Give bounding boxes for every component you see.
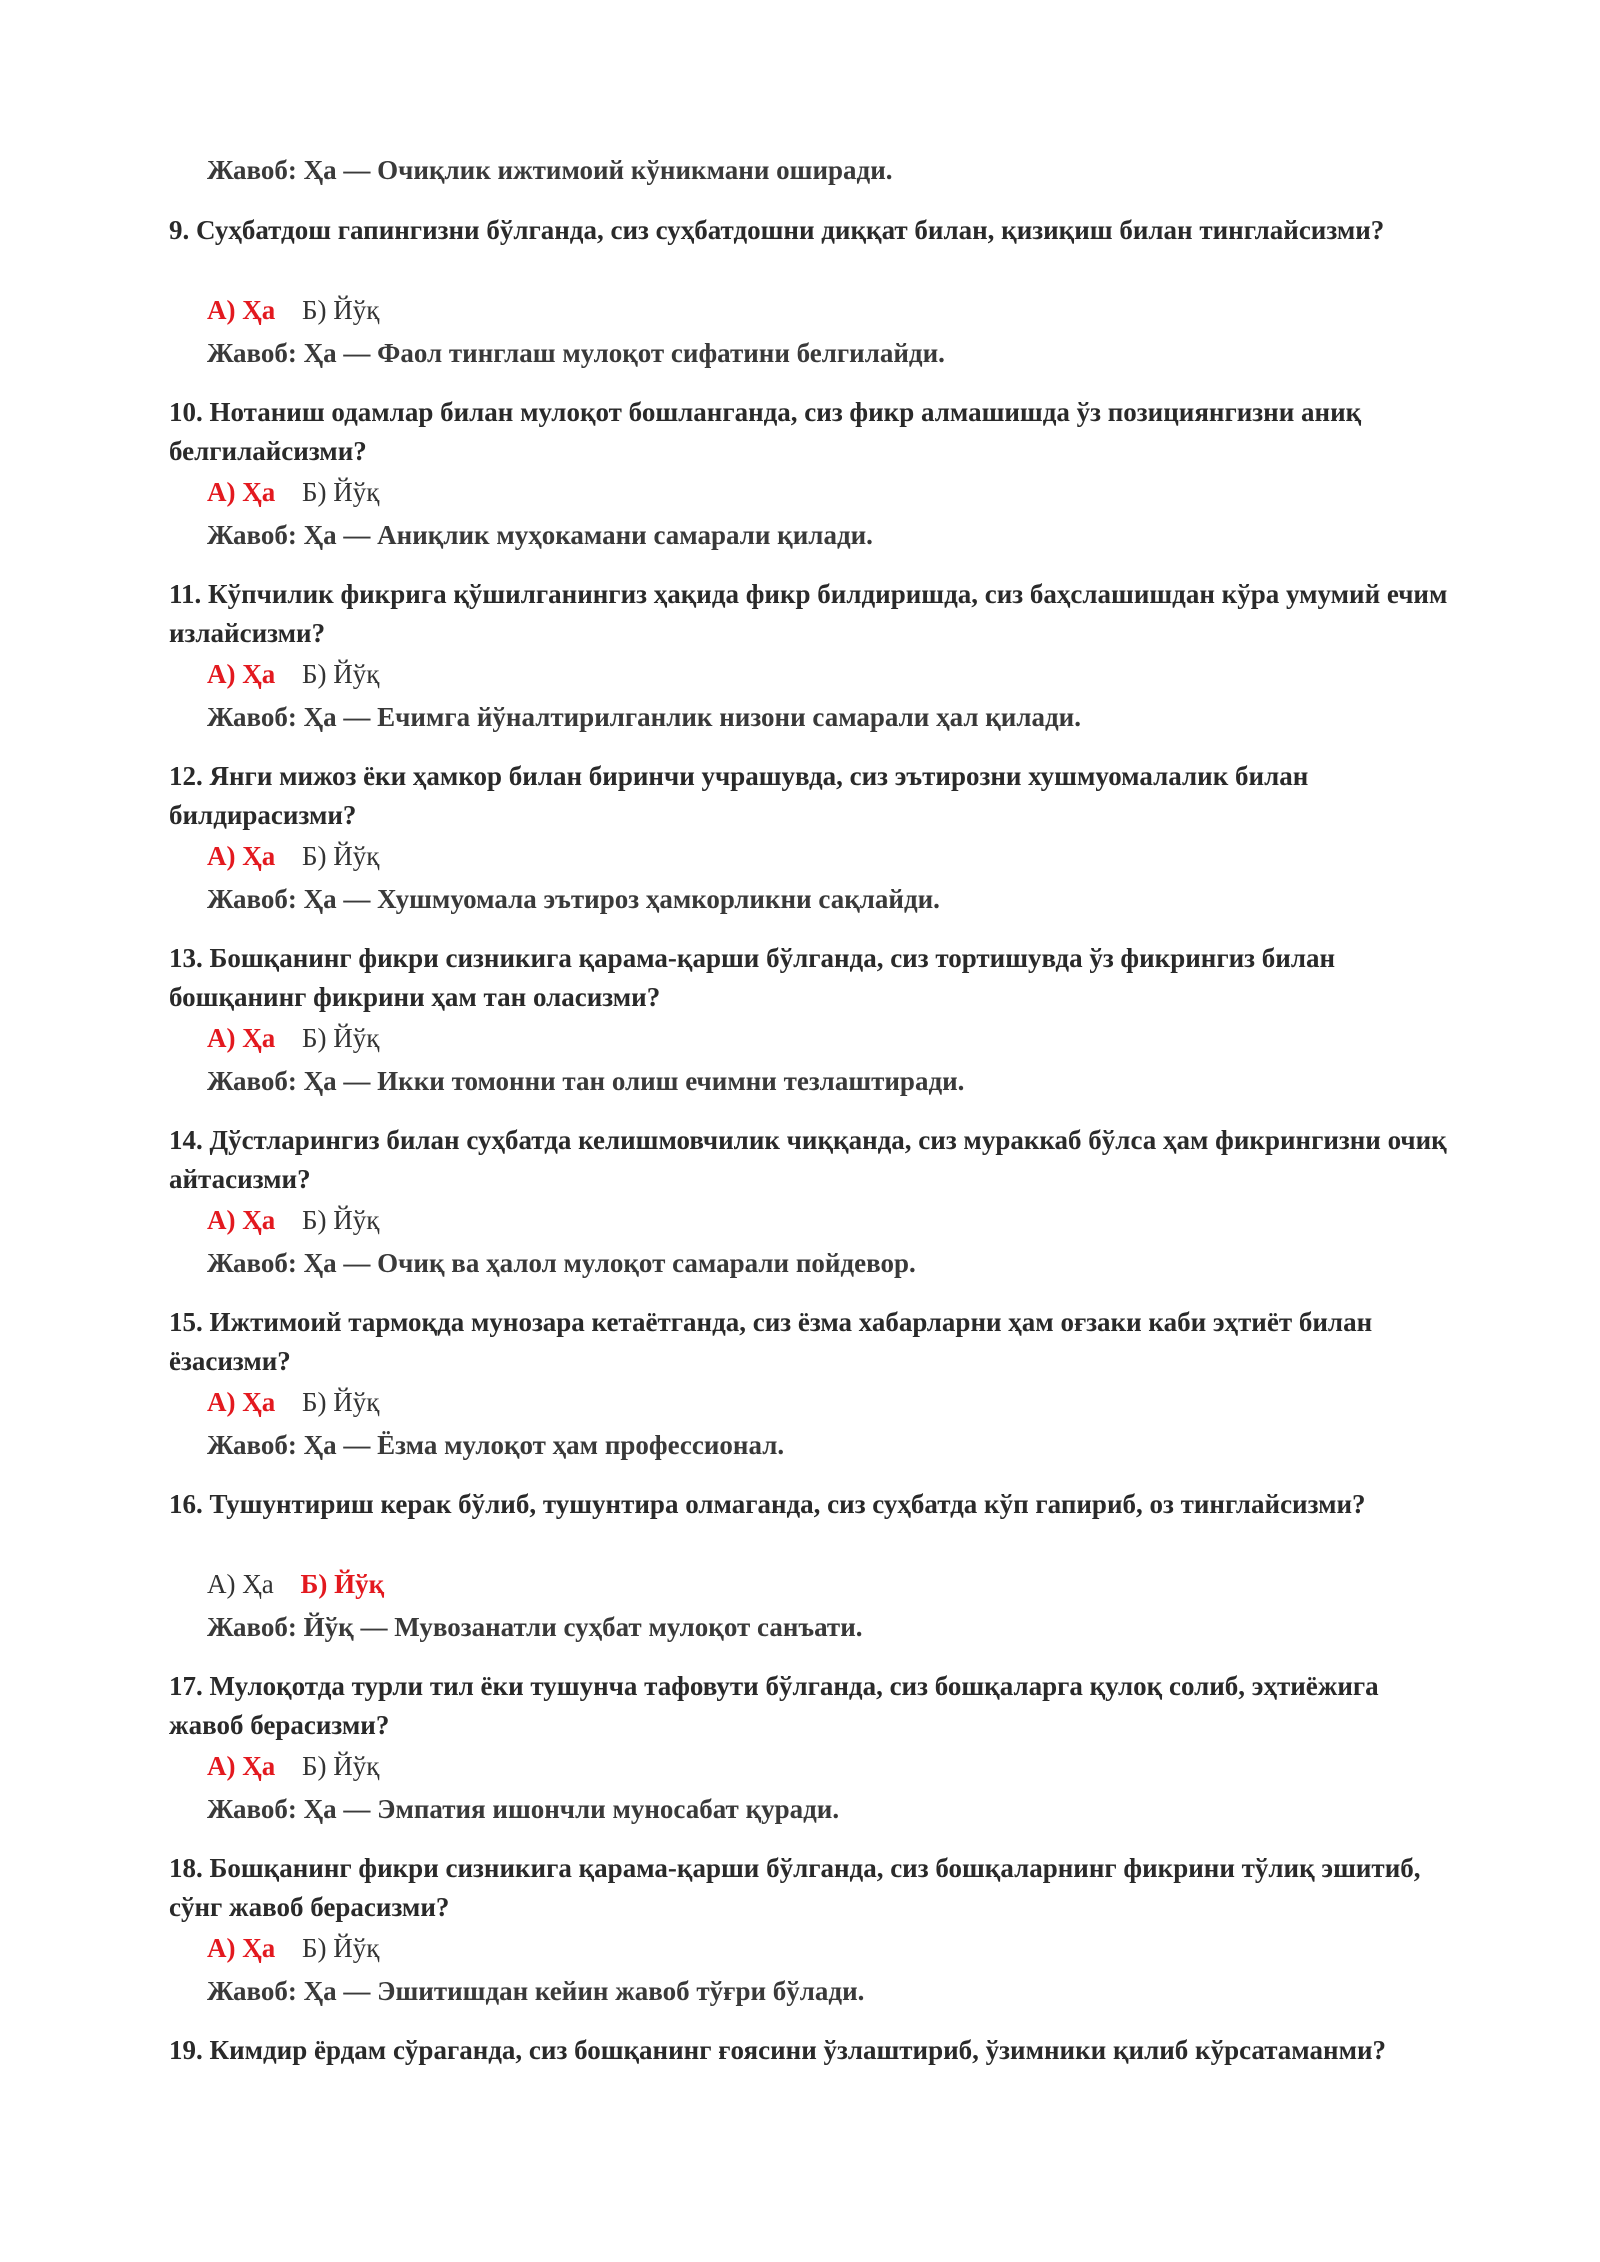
answer-note: Жавоб: Ҳа — Очиқлик ижтимоий кўникмани оширади. <box>207 155 893 185</box>
option-b[interactable]: Б) Йўқ <box>302 1023 380 1053</box>
answer-options <box>207 474 399 510</box>
answer-options <box>207 656 399 692</box>
option-a[interactable]: А) Ҳа <box>207 477 276 507</box>
option-a[interactable]: А) Ҳа <box>207 1205 276 1235</box>
question-text: 15. Ижтимоий тармоқда мунозара кетаётганда, сиз ёзма хабарларни ҳам оғзаки каби эҳтиёт билан ёзасизми? <box>169 1307 1373 1376</box>
option-b[interactable]: Б) Йўқ <box>302 1751 380 1781</box>
answer-options <box>207 292 399 328</box>
option-a[interactable]: А) Ҳа <box>207 1023 276 1053</box>
option-b[interactable]: Б) Йўқ <box>302 1205 380 1235</box>
answer-options <box>207 838 399 874</box>
option-b[interactable]: Б) Йўқ <box>302 841 380 871</box>
option-a[interactable]: А) Ҳа <box>207 295 276 325</box>
answer-note: Жавоб: Ҳа — Фаол тинглаш мулоқот сифатини белгилайди. <box>207 338 945 368</box>
question-text: 9. Суҳбатдош гапингизни бўлганда, сиз суҳбатдошни диққат билан, қизиқиш билан тинглайсизми? <box>169 215 1385 245</box>
answer-options <box>207 1202 399 1238</box>
answer-options <box>207 1930 399 1966</box>
option-a[interactable]: А) Ҳа <box>207 1569 274 1599</box>
option-b[interactable]: Б) Йўқ <box>302 477 380 507</box>
answer-note: Жавоб: Ҳа — Икки томонни тан олиш ечимни тезлаштиради. <box>207 1066 965 1096</box>
option-b[interactable]: Б) Йўқ <box>302 659 380 689</box>
answer-options <box>207 1020 399 1056</box>
answer-options <box>207 1748 399 1784</box>
question-text: 17. Мулоқотда турли тил ёки тушунча тафовути бўлганда, сиз бошқаларга қулоқ солиб, эҳтиёжига жавоб берасизми? <box>169 1671 1379 1740</box>
option-a[interactable]: А) Ҳа <box>207 659 276 689</box>
question-text: 10. Нотаниш одамлар билан мулоқот бошланганда, сиз фикр алмашишда ўз позициянгизни аниқ белгилайсизми? <box>169 397 1362 466</box>
question-text: 14. Дўстларингиз билан суҳбатда келишмовчилик чиққанда, сиз мураккаб бўлса ҳам фикрингизни очиқ айтасизми? <box>169 1125 1447 1194</box>
option-b[interactable]: Б) Йўқ <box>300 1569 385 1599</box>
option-a[interactable]: А) Ҳа <box>207 841 276 871</box>
answer-note: Жавоб: Ҳа — Хушмуомала эътироз ҳамкорликни сақлайди. <box>207 884 940 914</box>
question-text: 13. Бошқанинг фикри сизникига қарама-қарши бўлганда, сиз тортишувда ўз фикрингиз билан бошқанинг фикрини ҳам тан оласизми? <box>169 943 1336 1012</box>
option-a[interactable]: А) Ҳа <box>207 1751 276 1781</box>
answer-note: Жавоб: Ҳа — Эмпатия ишончли муносабат қуради. <box>207 1794 840 1824</box>
question-text: 12. Янги мижоз ёки ҳамкор билан биринчи учрашувда, сиз эътирозни хушмуомалалик билан билдирасизми? <box>169 761 1309 830</box>
answer-options <box>207 1384 399 1420</box>
option-b[interactable]: Б) Йўқ <box>302 295 380 325</box>
answer-note: Жавоб: Ҳа — Эшитишдан кейин жавоб тўғри бўлади. <box>207 1976 865 2006</box>
answer-note: Жавоб: Ҳа — Очиқ ва ҳалол мулоқот самарали пойдевор. <box>207 1248 916 1278</box>
answer-note: Жавоб: Ҳа — Ечимга йўналтирилганлик низони самарали ҳал қилади. <box>207 702 1081 732</box>
option-b[interactable]: Б) Йўқ <box>302 1933 380 1963</box>
question-text: 18. Бошқанинг фикри сизникига қарама-қарши бўлганда, сиз бошқаларнинг фикрини тўлиқ эшитиб, сўнг жавоб берасизми? <box>169 1853 1421 1922</box>
option-a[interactable]: А) Ҳа <box>207 1933 276 1963</box>
answer-note: Жавоб: Йўқ — Мувозанатли суҳбат мулоқот санъати. <box>207 1612 863 1642</box>
answer-note: Жавоб: Ҳа — Аниқлик муҳокамани самарали қилади. <box>207 520 873 550</box>
answer-options <box>207 1566 404 1602</box>
option-b[interactable]: Б) Йўқ <box>302 1387 380 1417</box>
question-text: 19. Кимдир ёрдам сўраганда, сиз бошқанинг ғоясини ўзлаштириб, ўзимники қилиб кўрсатаманми? <box>169 2035 1387 2065</box>
option-a[interactable]: А) Ҳа <box>207 1387 276 1417</box>
question-text: 16. Тушунтириш керак бўлиб, тушунтира олмаганда, сиз суҳбатда кўп гапириб, оз тинглайсизми? <box>169 1489 1366 1519</box>
question-text: 11. Кўпчилик фикрига қўшилганингиз ҳақида фикр билдиришда, сиз баҳслашишдан кўра умумий ечим излайсизми? <box>169 579 1448 648</box>
answer-note: Жавоб: Ҳа — Ёзма мулоқот ҳам профессионал. <box>207 1430 785 1460</box>
